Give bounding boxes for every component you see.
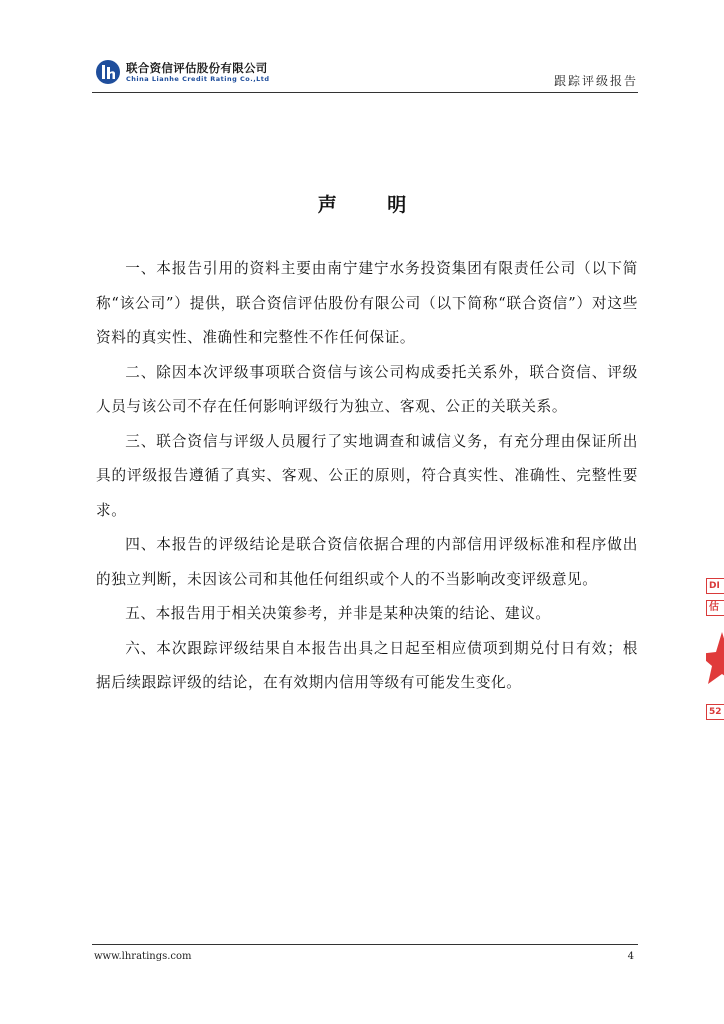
page-footer [92,944,638,962]
declaration-body [96,252,638,701]
page-title: 声 明 [317,194,429,216]
stamp-bottom-text: 52 [706,704,724,720]
page-header [92,58,638,93]
stamp-star-icon [706,632,724,692]
paragraph-1: 一、本报告引用的资料主要由南宁建宁水务投资集团有限责任公司（以下简称“该公司”）提供，联合资信评估股份有限公司（以下简称“联合资信”）对这些资料的真实性、准确性和完整性不作任何保证。 [96,260,638,346]
company-name: 联合资信评估股份有限公司 [126,61,268,75]
lianhe-logo-icon [95,59,121,85]
page-number: 4 [627,951,634,962]
paragraph-3: 三、联合资信与评级人员履行了实地调查和诚信义务，有充分理由保证所出具的评级报告遵循了真实、客观、公正的原则，符合真实性、准确性、完整性要求。 [96,432,638,519]
website-url: www.lhratings.com [94,951,192,962]
stamp-top-text: DI [706,578,724,594]
paragraph-2: 二、除因本次评级事项联合资信与该公司构成委托关系外，联合资信、评级人员与该公司不存在任何影响评级行为独立、客观、公正的关联关系。 [96,363,638,415]
paragraph-6: 六、本次跟踪评级结果自本报告出具之日起至相应债项到期兑付日有效；根据后续跟踪评级的结论，在有效期内信用等级有可能发生变化。 [96,639,638,691]
report-type-label: 跟踪评级报告 [553,74,638,88]
paragraph-5: 五、本报告用于相关决策参考，并非是某种决策的结论、建议。 [125,605,551,622]
stamp-mid-text: 估 [706,600,724,616]
paragraph-4: 四、本报告的评级结论是联合资信依据合理的内部信用评级标准和程序做出的独立判断，未因该公司和其他任何组织或个人的不当影响改变评级意见。 [96,536,638,588]
seal-stamp-fragment [706,578,724,728]
company-name-en: China Lianhe Credit Rating Co.,Ltd [126,75,270,83]
